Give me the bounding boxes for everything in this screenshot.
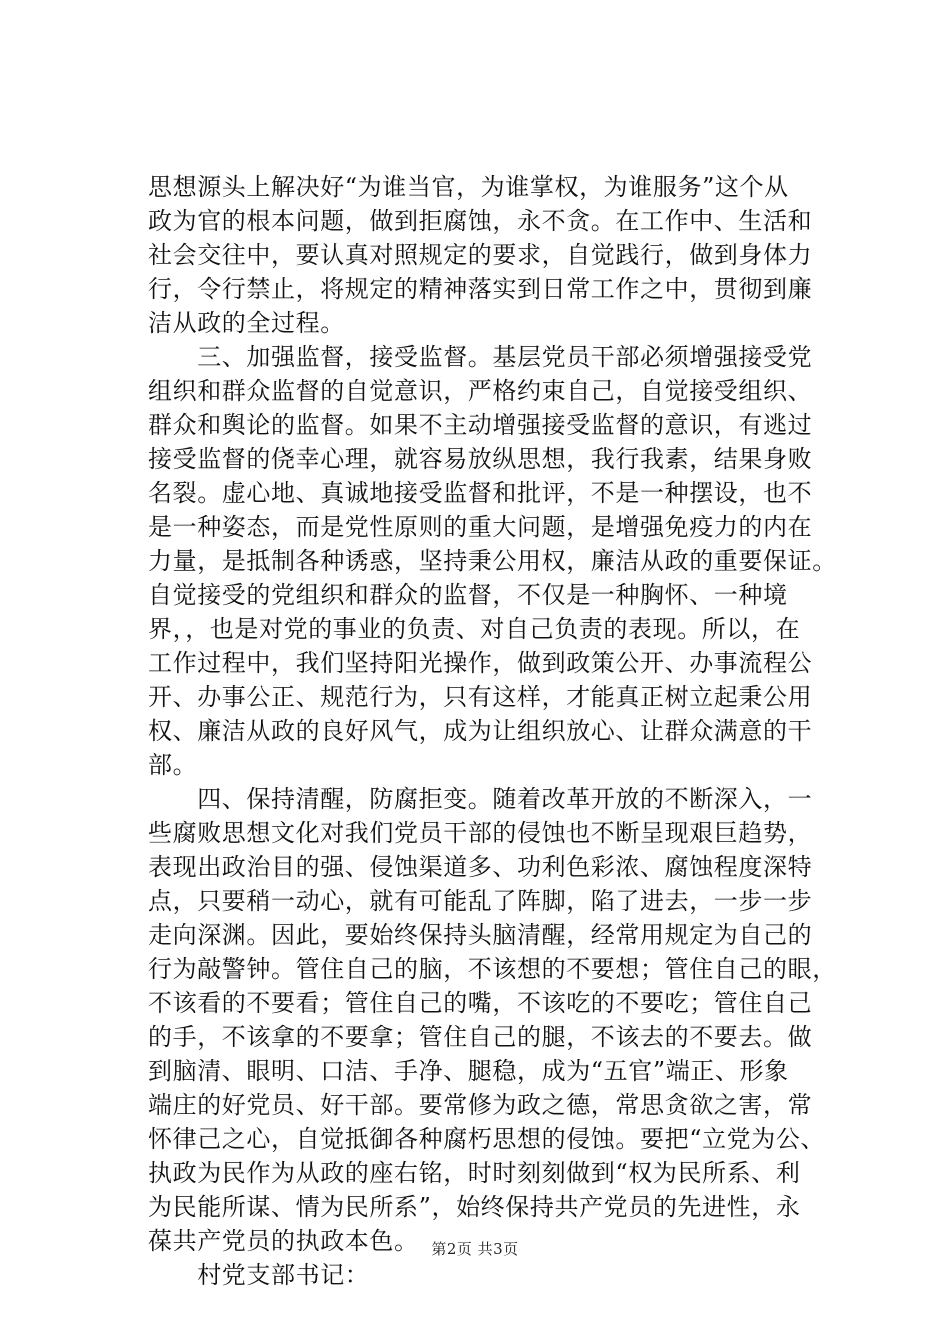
text-line: 开、办事公正、规范行为，只有这样，才能真正树立起秉公用 xyxy=(148,683,813,711)
text-line: 界，，也是对党的事业的负责、对自己负责的表现。所以，在 xyxy=(148,615,801,643)
text-line: 到脑清、眼明、口洁、手净、腿稳，成为“五官”端正、形象 xyxy=(148,1057,789,1085)
text-line: 社会交往中，要认真对照规定的要求，自觉践行，做到身体力 xyxy=(148,241,813,269)
page-number: 第2页 共3页 xyxy=(431,1240,519,1258)
text-line: 工作过程中，我们坚持阳光操作，做到政策公开、办事流程公 xyxy=(148,649,813,677)
text-line: 不该看的不要看；管住自己的嘴，不该吃的不要吃；管住自己 xyxy=(148,989,813,1017)
text-line: 行，令行禁止，将规定的精神落实到日常工作之中，贯彻到廉 xyxy=(148,275,813,303)
text-line: 名裂。虚心地、真诚地接受监督和批评，不是一种摆设，也不 xyxy=(148,479,813,507)
text-line: 些腐败思想文化对我们党员干部的侵蚀也不断呈现艰巨趋势， xyxy=(148,819,813,847)
text-line: 葆共产党员的执政本色。 xyxy=(148,1227,419,1255)
text-line: 为民能所谋、情为民所系”，始终保持共产党员的先进性，永 xyxy=(148,1193,801,1221)
section-three-heading-line: 三、加强监督，接受监督。基层党员干部必须增强接受党 xyxy=(148,343,813,371)
text-line: 点，只要稍一动心，就有可能乱了阵脚，陷了进去，一步一步 xyxy=(148,887,813,915)
text-line: 行为敲警钟。管住自己的脑，不该想的不要想；管住自己的眼， xyxy=(148,955,837,983)
text-line: 的手，不该拿的不要拿；管住自己的腿，不该去的不要去。做 xyxy=(148,1023,813,1051)
text-line: 政为官的根本问题，做到拒腐蚀，永不贪。在工作中、生活和 xyxy=(148,207,813,235)
body-text xyxy=(148,170,837,1292)
text-line: 是一种姿态，而是党性原则的重大问题，是增强免疫力的内在 xyxy=(148,513,813,541)
text-line: 组织和群众监督的自觉意识，严格约束自己，自觉接受组织、 xyxy=(148,377,813,405)
text-line: 表现出政治目的强、侵蚀渠道多、功利色彩浓、腐蚀程度深特 xyxy=(148,853,813,881)
text-line: 思想源头上解决好“为谁当官，为谁掌权，为谁服务”这个从 xyxy=(148,173,789,201)
text-line: 自觉接受的党组织和群众的监督，不仅是一种胸怀、一种境 xyxy=(148,581,788,609)
text-line: 部。 xyxy=(148,751,198,779)
text-line: 接受监督的侥幸心理，就容易放纵思想，我行我素，结果身败 xyxy=(148,445,813,473)
section-four-heading-line: 四、保持清醒，防腐拒变。随着改革开放的不断深入，一 xyxy=(148,785,813,813)
text-line: 走向深渊。因此，要始终保持头脑清醒，经常用规定为自己的 xyxy=(148,921,813,949)
text-line: 权、廉洁从政的良好风气，成为让组织放心、让群众满意的干 xyxy=(148,717,813,745)
text-line: 群众和舆论的监督。如果不主动增强接受监督的意识，有逃过 xyxy=(148,411,813,439)
page-footer xyxy=(0,1238,950,1259)
signature-line: 村党支部书记： xyxy=(148,1261,370,1289)
text-line: 怀律己之心，自觉抵御各种腐朽思想的侵蚀。要把“立党为公、 xyxy=(148,1125,826,1153)
text-line: 力量，是抵制各种诱惑，坚持秉公用权，廉洁从政的重要保证。 xyxy=(148,547,837,575)
text-line: 洁从政的全过程。 xyxy=(148,309,345,337)
text-line: 执政为民作为从政的座右铭，时时刻刻做到“权为民所系、利 xyxy=(148,1159,801,1187)
text-line: 端庄的好党员、好干部。要常修为政之德，常思贪欲之害，常 xyxy=(148,1091,813,1119)
